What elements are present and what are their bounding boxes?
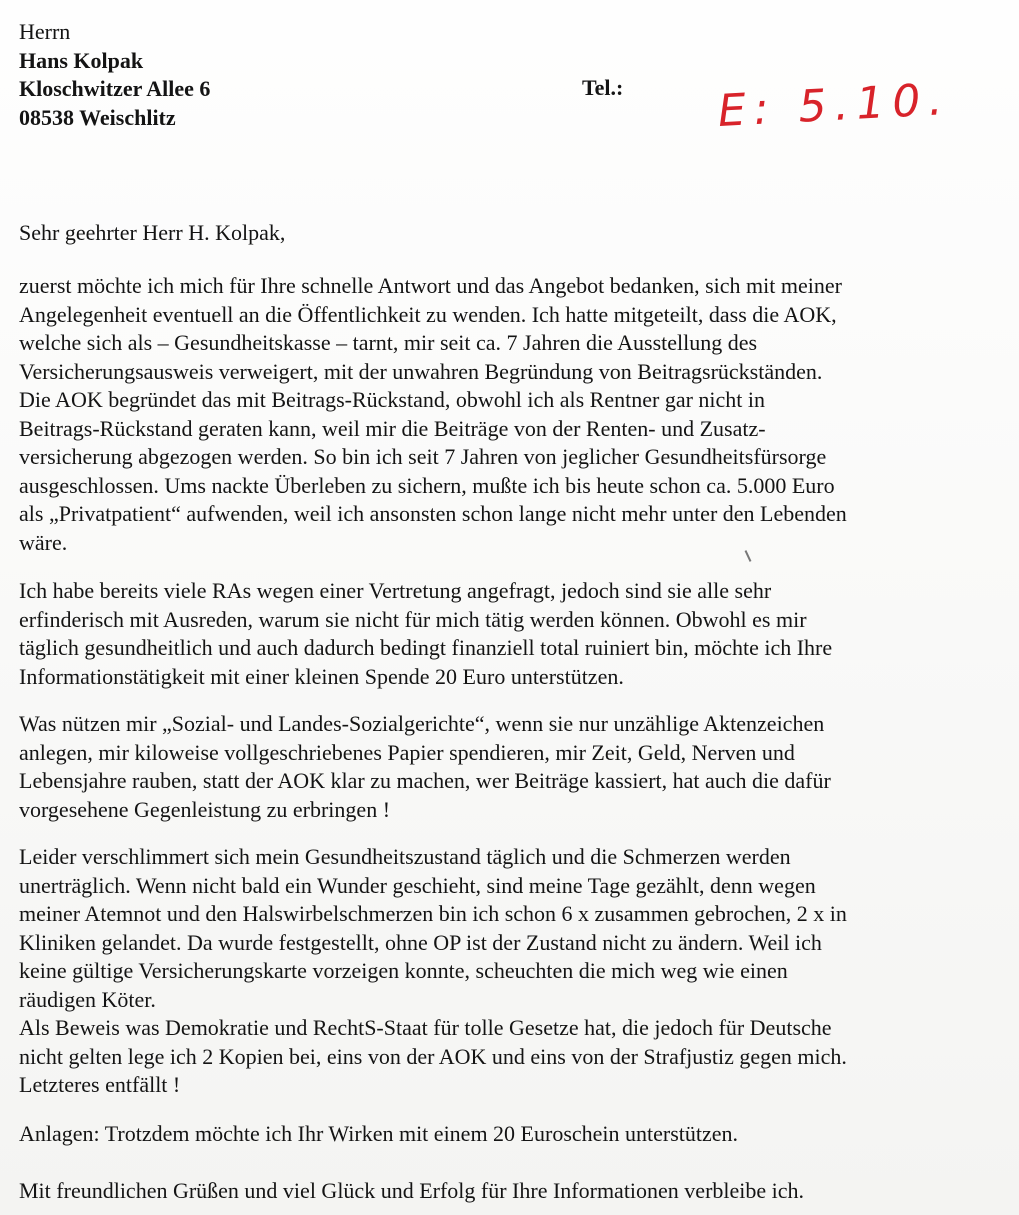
sender-name: Hans Kolpak <box>19 47 144 73</box>
text-line: täglich gesundheitlich und auch dadurch bedingt finanziell total ruiniert bin, möchte ich Ihre <box>19 635 833 660</box>
text-line: Kliniken gelandet. Da wurde festgestellt, ohne OP ist der Zustand nicht zu ändern. Weil ich <box>19 929 822 955</box>
paragraph-attachments <box>19 1120 999 1149</box>
text-line: Ich habe bereits viele RAs wegen einer Vertretung angefragt, jedoch sind sie alle sehr <box>19 578 772 603</box>
text-line: unerträglich. Wenn nicht bald ein Wunder geschieht, sind meine Tage gezählt, denn wegen <box>19 872 816 898</box>
text-line: Angelegenheit eventuell an die Öffentlichkeit zu wenden. Ich hatte mitgeteilt, dass die AOK, <box>19 301 837 327</box>
text-line: Beitrags-Rückstand geraten kann, weil mir die Beiträge von der Renten- und Zusatz- <box>19 415 766 441</box>
paragraph-closing <box>19 1177 999 1206</box>
text-line: Versicherungsausweis verweigert, mit der unwahren Begründung von Beitragsrückständen. <box>19 358 823 384</box>
received-date-handwritten: E: 5.10. <box>716 73 952 137</box>
text-line: keine gültige Versicherungskarte vorzeigen konnte, scheuchten die mich weg wie einen <box>19 958 788 983</box>
text-line: Als Beweis was Demokratie und RechtS-Staat für tolle Gesetze hat, die jedoch für Deutsche <box>19 1015 832 1040</box>
text-line: Anlagen: Trotzdem möchte ich Ihr Wirken mit einem 20 Euroschein unterstützen. <box>19 1121 739 1146</box>
text-line: zuerst möchte ich mich für Ihre schnelle Antwort und das Angebot bedanken, sich mit meiner <box>19 273 842 298</box>
sender-city: 08538 Weischlitz <box>19 104 176 130</box>
text-line: Lebensjahre rauben, statt der AOK klar zu machen, wer Beiträge kassiert, hat auch die dafür <box>19 768 831 793</box>
paragraph-courts <box>19 710 999 824</box>
text-line: meiner Atemnot und den Halswirbelschmerzen bin ich schon 6 x zusammen gebrochen, 2 x in <box>19 901 847 926</box>
text-line: räudigen Köter. <box>19 986 156 1012</box>
text-line: anlegen, mir kiloweise vollgeschriebenes Papier spendieren, mir Zeit, Geld, Nerven und <box>19 739 795 765</box>
tel-label: Tel.: <box>582 75 624 100</box>
text-line: nicht gelten lege ich 2 Kopien bei, eins von der AOK und eins von der Strafjustiz gegen mich. <box>19 1043 847 1069</box>
text-line: Mit freundlichen Grüßen und viel Glück und Erfolg für Ihre Informationen verbleibe ich. <box>19 1178 805 1203</box>
paragraph-intro <box>19 272 999 557</box>
text-line: welche sich als – Gesundheitskasse – tarnt, mir seit ca. 7 Jahren die Ausstellung des <box>19 330 758 355</box>
text-line: Was nützen mir „Sozial- und Landes-Sozialgerichte“, wenn sie nur unzählige Aktenzeichen <box>19 711 825 736</box>
text-line: vorgesehene Gegenleistung zu erbringen ! <box>19 796 391 822</box>
text-line: versicherung abgezogen werden. So bin ich seit 7 Jahren von jeglicher Gesundheitsfürsorge <box>19 444 827 469</box>
paragraph-lawyers <box>19 577 999 691</box>
sender-salutation: Herrn <box>19 19 71 44</box>
text-line: erfinderisch mit Ausreden, warum sie nicht für mich tätig werden können. Obwohl es mir <box>19 606 807 632</box>
sender-address <box>19 18 210 132</box>
text-line: Die AOK begründet das mit Beitrags-Rückstand, obwohl ich als Rentner gar nicht in <box>19 387 766 412</box>
text-line: Letzteres entfällt ! <box>19 1072 181 1097</box>
text-line: ausgeschlossen. Ums nackte Überleben zu sichern, mußte ich bis heute schon ca. 5.000 Euro <box>19 472 835 498</box>
sender-street: Kloschwitzer Allee 6 <box>19 76 211 101</box>
letter-greeting: Sehr geehrter Herr H. Kolpak, <box>19 220 286 245</box>
text-line: Leider verschlimmert sich mein Gesundheitszustand täglich und die Schmerzen werden <box>19 844 791 869</box>
text-line: wäre. <box>19 529 68 555</box>
text-line: als „Privatpatient“ aufwenden, weil ich ansonsten schon lange nicht mehr unter den Lebenden <box>19 501 847 526</box>
paragraph-health <box>19 843 999 1100</box>
text-line: Informationstätigkeit mit einer kleinen Spende 20 Euro unterstützen. <box>19 663 624 689</box>
